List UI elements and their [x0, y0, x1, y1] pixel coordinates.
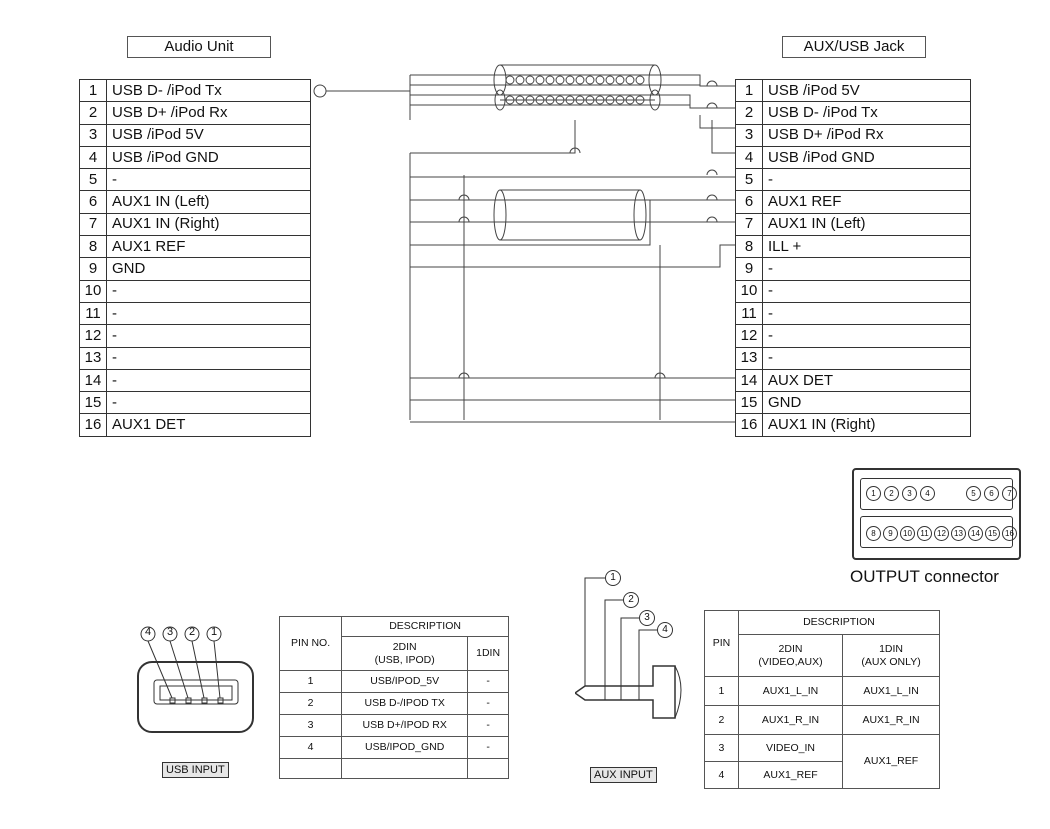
- aux-desc-header: DESCRIPTION: [738, 611, 939, 635]
- usb-pin-callout: 2: [188, 626, 196, 638]
- usb-cell-din2: USB D-/IPOD TX: [342, 693, 468, 715]
- coil-turn: [576, 76, 584, 84]
- coil-turn: [556, 76, 564, 84]
- usb-cell-din2: USB/IPOD_5V: [342, 671, 468, 693]
- usb-cell-din2: USB/IPOD_GND: [342, 737, 468, 759]
- usb-table-row: [280, 671, 509, 693]
- aux-col-2din: 2DIN (VIDEO,AUX): [738, 635, 842, 677]
- pin-number: 8: [80, 236, 107, 258]
- aux-description-table: [704, 610, 940, 789]
- aux-row-pin: 2: [705, 706, 739, 735]
- wire-hop: [707, 103, 717, 108]
- usb-bundle-wires: [326, 75, 735, 153]
- coil-turn: [636, 76, 644, 84]
- coil-turn: [586, 76, 594, 84]
- pin-label: USB D+ /iPod Rx: [763, 124, 971, 146]
- aux-pin-callout: 4: [657, 622, 673, 638]
- output-connector-title: OUTPUT connector: [850, 567, 999, 586]
- pin-label: -: [107, 392, 311, 414]
- pin-label: USB /iPod GND: [763, 146, 971, 168]
- usb-table-row: [280, 737, 509, 759]
- usb-table-row: [280, 693, 509, 715]
- pin-number: 13: [80, 347, 107, 369]
- usb-description-table: [279, 616, 509, 779]
- usb-input-graphic: [130, 620, 280, 740]
- pin-label: USB /iPod 5V: [107, 124, 311, 146]
- pin-label: -: [107, 169, 311, 191]
- pin-number: 5: [736, 169, 763, 191]
- pin-number: 4: [736, 146, 763, 168]
- pin-number: 9: [80, 258, 107, 280]
- aux-pin-callout: 3: [639, 610, 655, 626]
- aux-pin-callout: 1: [605, 570, 621, 586]
- coil-turn: [626, 76, 634, 84]
- aux-row-2din: VIDEO_IN: [738, 735, 842, 762]
- pin-label: -: [107, 325, 311, 347]
- pin-label: AUX1 IN (Right): [763, 414, 971, 436]
- output-pin: 14: [968, 526, 983, 541]
- pin-label: AUX1 IN (Left): [763, 213, 971, 235]
- pin-number: 16: [736, 414, 763, 436]
- aux-row-1din-merged: AUX1_REF: [843, 735, 940, 789]
- aux-row-pin: 4: [705, 762, 739, 789]
- pin-number: 11: [736, 302, 763, 324]
- pin-label: -: [107, 280, 311, 302]
- coil-turn: [596, 76, 604, 84]
- pin1-junction: [314, 85, 326, 97]
- output-pin: 16: [1002, 526, 1017, 541]
- output-connector-graphic: [852, 468, 1021, 560]
- pin-number: 15: [80, 392, 107, 414]
- pin-number: 2: [736, 102, 763, 124]
- pin-number: 15: [736, 392, 763, 414]
- pin-number: 12: [80, 325, 107, 347]
- wire-hop: [707, 217, 717, 222]
- usb-cell-din1: -: [468, 693, 509, 715]
- pin-number: 10: [80, 280, 107, 302]
- pin-number: 10: [736, 280, 763, 302]
- wire-hop: [707, 81, 717, 86]
- aux-row-pin: 1: [705, 677, 739, 706]
- aux-row-2din: AUX1_R_IN: [738, 706, 842, 735]
- pin-number: 8: [736, 236, 763, 258]
- usb-cell-din1: -: [468, 737, 509, 759]
- usb-cell-pin: 2: [280, 693, 342, 715]
- aux-col-pin: PIN: [705, 611, 739, 677]
- usb-cell-pin: 4: [280, 737, 342, 759]
- pin-label: AUX1 DET: [107, 414, 311, 436]
- pin-label: USB D- /iPod Tx: [107, 80, 311, 102]
- usb-pin-callout: 4: [144, 626, 152, 638]
- coil-turn: [516, 76, 524, 84]
- coil-turn: [616, 76, 624, 84]
- output-pin: 8: [866, 526, 881, 541]
- pin-label: AUX1 IN (Right): [107, 213, 311, 235]
- usb-cell-pin: 1: [280, 671, 342, 693]
- usb-desc-header: DESCRIPTION: [342, 617, 509, 637]
- aux-usb-jack-title: AUX/USB Jack: [782, 36, 926, 58]
- usb-pin-callout: 3: [166, 626, 174, 638]
- pin-number: 12: [736, 325, 763, 347]
- pin-number: 7: [736, 213, 763, 235]
- output-pin: 9: [883, 526, 898, 541]
- pin-number: 4: [80, 146, 107, 168]
- pin-number: 14: [80, 369, 107, 391]
- usb-cell-din1: -: [468, 671, 509, 693]
- pin-label: -: [107, 347, 311, 369]
- coil-turn: [506, 76, 514, 84]
- aux-row-1din: AUX1_L_IN: [843, 677, 940, 706]
- output-pin: 13: [951, 526, 966, 541]
- pin-label: USB /iPod GND: [107, 146, 311, 168]
- aux-shield: [494, 190, 646, 240]
- pin-label: -: [107, 302, 311, 324]
- usb-col-2din: 2DIN (USB, IPOD): [342, 637, 468, 671]
- usb-pin-callout: 1: [210, 626, 218, 638]
- output-pin: 5: [966, 486, 981, 501]
- wire-hop: [707, 170, 717, 175]
- aux-input-tag: AUX INPUT: [590, 767, 657, 783]
- pin-label: -: [107, 369, 311, 391]
- pin-label: -: [763, 258, 971, 280]
- usb-cell-din2: USB D+/IPOD RX: [342, 715, 468, 737]
- usb-col-1din: 1DIN: [468, 637, 509, 671]
- pin-number: 1: [80, 80, 107, 102]
- pin-label: -: [763, 169, 971, 191]
- pin-label: GND: [763, 392, 971, 414]
- pin-label: USB D+ /iPod Rx: [107, 102, 311, 124]
- pin-label: -: [763, 347, 971, 369]
- usb-col-pin: PIN NO.: [280, 617, 342, 671]
- output-pin: 4: [920, 486, 935, 501]
- pin-number: 2: [80, 102, 107, 124]
- pin-label: ILL +: [763, 236, 971, 258]
- pin-label: -: [763, 280, 971, 302]
- pin-label: AUX1 IN (Left): [107, 191, 311, 213]
- output-pin: 12: [934, 526, 949, 541]
- pin-label: AUX1 REF: [107, 236, 311, 258]
- pin-label: AUX DET: [763, 369, 971, 391]
- output-pin: 2: [884, 486, 899, 501]
- pin-number: 14: [736, 369, 763, 391]
- aux-row-pin: 3: [705, 735, 739, 762]
- output-pin: 6: [984, 486, 999, 501]
- usb-cell-din1: -: [468, 715, 509, 737]
- aux-col-1din: 1DIN (AUX ONLY): [843, 635, 940, 677]
- aux-pin-callout: 2: [623, 592, 639, 608]
- pin-label: GND: [107, 258, 311, 280]
- pin-number: 3: [736, 124, 763, 146]
- output-pin: 7: [1002, 486, 1017, 501]
- pin-label: -: [763, 302, 971, 324]
- pin-number: 13: [736, 347, 763, 369]
- pin-number: 9: [736, 258, 763, 280]
- usb-input-tag: USB INPUT: [162, 762, 229, 778]
- pin-number: 6: [80, 191, 107, 213]
- pin-label: AUX1 REF: [763, 191, 971, 213]
- aux-row-1din: AUX1_R_IN: [843, 706, 940, 735]
- wire-hop: [707, 195, 717, 200]
- coil-turn: [566, 76, 574, 84]
- pin-number: 1: [736, 80, 763, 102]
- coil-turn: [546, 76, 554, 84]
- coil-turn: [606, 76, 614, 84]
- pin-number: 3: [80, 124, 107, 146]
- pin-label: USB D- /iPod Tx: [763, 102, 971, 124]
- output-pin: 1: [866, 486, 881, 501]
- pin-label: USB /iPod 5V: [763, 80, 971, 102]
- output-pin: 15: [985, 526, 1000, 541]
- aux-row-2din: AUX1_REF: [738, 762, 842, 789]
- output-pin: 11: [917, 526, 932, 541]
- pin-number: 16: [80, 414, 107, 436]
- output-pin: 3: [902, 486, 917, 501]
- usb-cell-pin: 3: [280, 715, 342, 737]
- audio-unit-title: Audio Unit: [127, 36, 271, 58]
- pin-label: -: [763, 325, 971, 347]
- output-pin: 10: [900, 526, 915, 541]
- pin-number: 7: [80, 213, 107, 235]
- coil-turn: [526, 76, 534, 84]
- coil-turn: [536, 76, 544, 84]
- pin-number: 6: [736, 191, 763, 213]
- wire-crossing-hops: [459, 81, 717, 378]
- pin-number: 11: [80, 302, 107, 324]
- aux-row-2din: AUX1_L_IN: [738, 677, 842, 706]
- pin-number: 5: [80, 169, 107, 191]
- usb-table-row: [280, 715, 509, 737]
